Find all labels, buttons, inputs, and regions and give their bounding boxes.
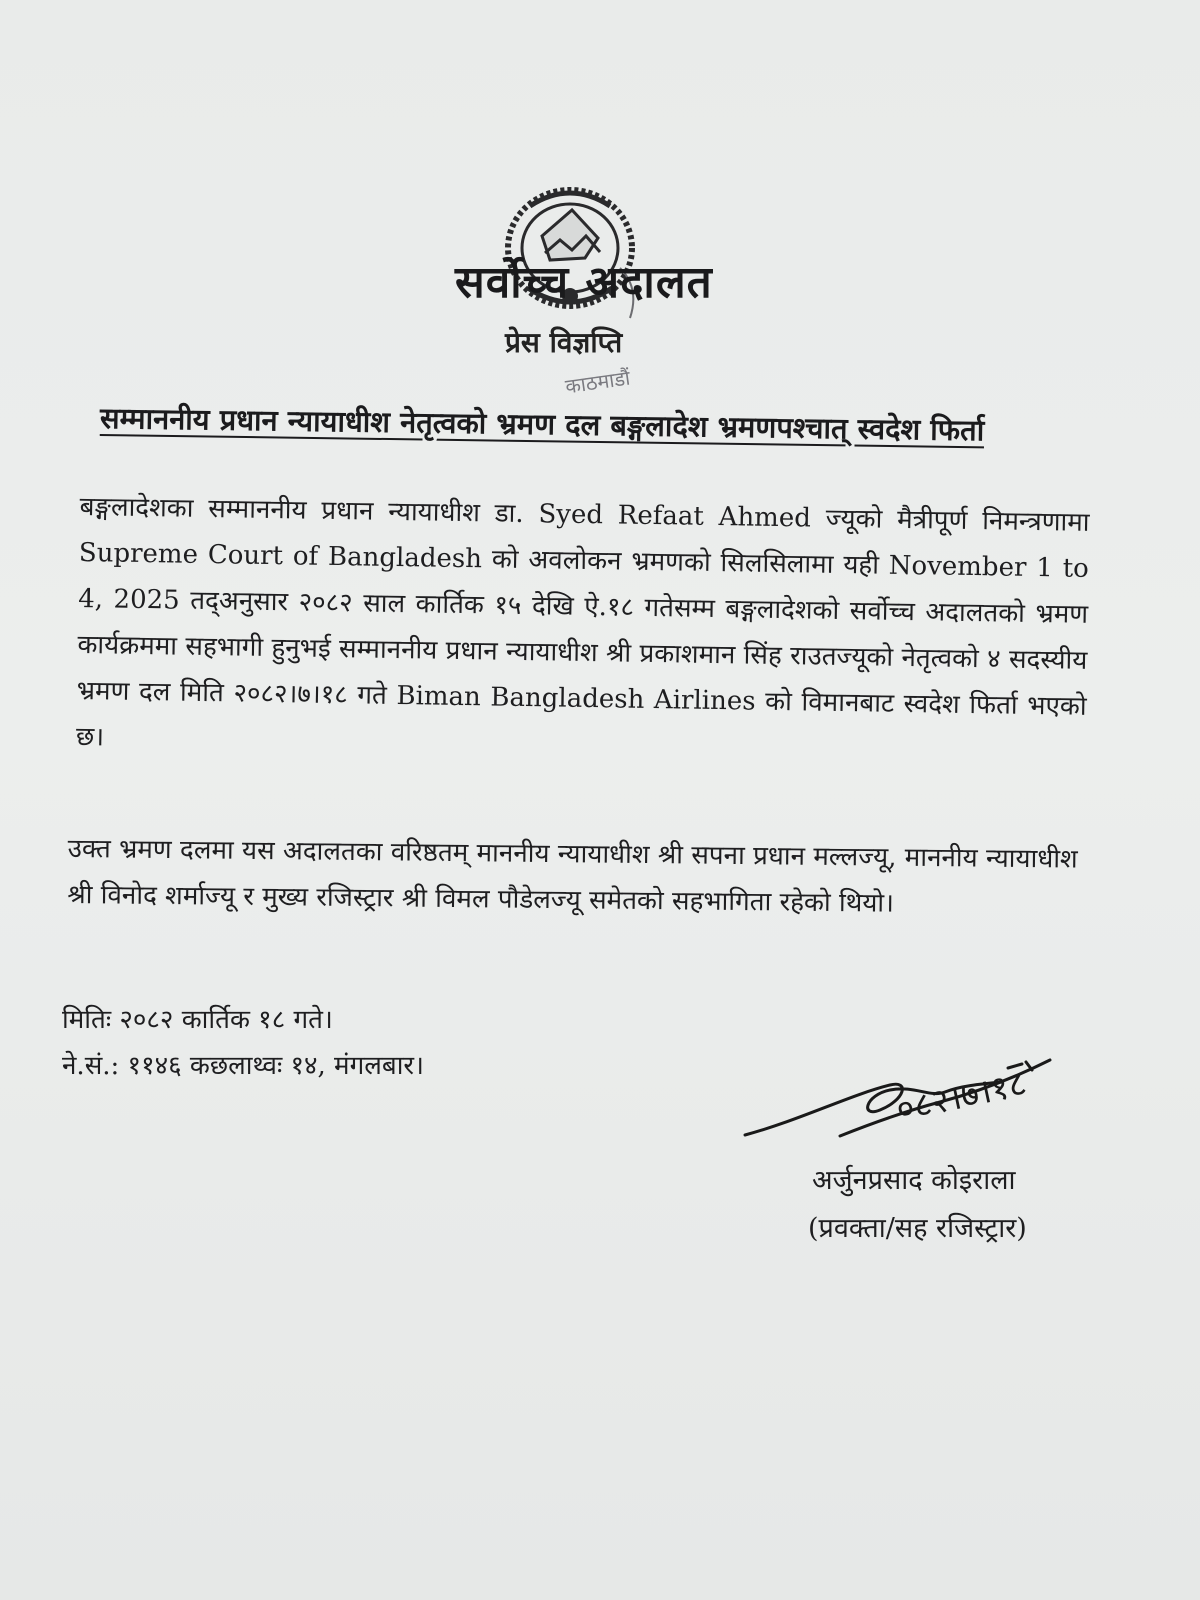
court-name: सर्वोच्च अदालत [455,257,713,308]
headline: सम्माननीय प्रधान न्यायाधीश नेतृत्वको भ्रमण दल बङ्गलादेश भ्रमणपश्चात् स्वदेश फिर्ता [99,401,985,448]
bs-date-line: मितिः २०८२ कार्तिक १८ गते। [62,1005,333,1035]
body-paragraph-1: बङ्गलादेशका सम्माननीय प्रधान न्यायाधीश डा. Syed Refaat Ahmed ज्यूको मैत्रीपूर्ण निमन्त्रणामा Supreme Court of Bangladesh को अवलोकन भ्रमणको सिलसिलामा यही November 1 to 4, 2025 तद्अनुसार २०८२ साल कार्तिक १५ देखि ऐ.१८ गतेसम्म बङ्गलादेशको सर्वोच्च अदालतको भ्रमण कार्यक्रममा सहभागी हुनुभई सम्माननीय प्रधान न्यायाधीश श्री प्रकाशमान सिंह राउतज्यूको नेतृत्वको ४ सदस्यीय भ्रमण दल मिति २०८२।७।१८ गते Biman Bangladesh Airlines को विमानबाट स्वदेश फिर्ता भएको छ। [75,491,1090,753]
ns-date-line: ने.सं.: ११४६ कछलाथ्वः १४, मंगलबार। [62,1051,424,1081]
signer-name: अर्जुनप्रसाद कोइराला [812,1165,1016,1196]
handwritten-date: ०८२।७।१८ [892,1063,1030,1131]
seal-place-text: काठमाडौं [563,365,632,399]
body-paragraph-2: उक्त भ्रमण दलमा यस अदालतका वरिष्ठतम् माननीय न्यायाधीश श्री सपना प्रधान मल्लज्यू, माननीय न्यायाधीश श्री विनोद शर्माज्यू र मुख्य रजिस्ट्रार श्री विमल पौडेलज्यू समेतको सहभागिता रहेको थियो। [67,833,1078,919]
press-release-label: प्रेस विज्ञप्ति [505,326,623,359]
signer-title: (प्रवक्ता/सह रजिस्ट्रार) [808,1213,1027,1244]
